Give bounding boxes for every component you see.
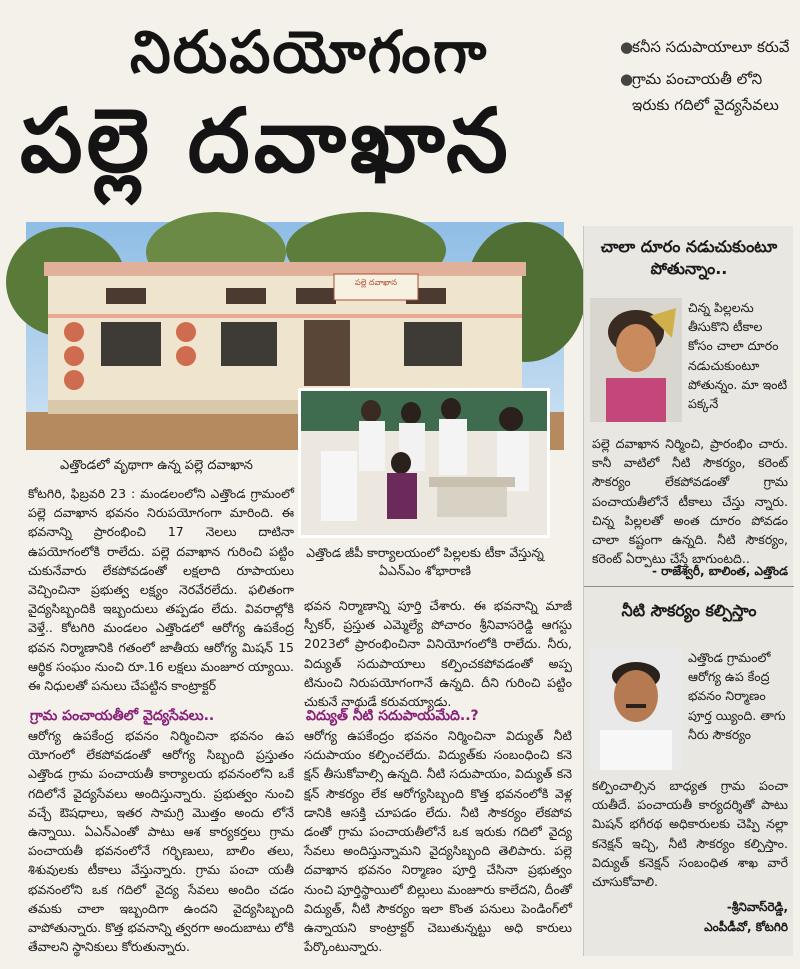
subhead-electricity: విద్యుత్ నీటి సదుపాయమేది..?	[306, 708, 479, 724]
quote1-title: చాలా దూరం నడుచుకుంటూ పోతున్నాం..	[600, 237, 778, 278]
quote2-signature-role: ఎంపీడీవో, కోటగిరి	[704, 920, 788, 934]
quote1-signature: - రాజేశ్వరీ, బాలింత, ఎత్తొండ	[651, 564, 788, 578]
subhead-panchayat: గ్రామ పంచాయతీలో వైద్యసేవలు..	[30, 708, 215, 724]
headline-line2: పల్లె దవాఖాన	[20, 89, 512, 192]
article-col2	[304, 596, 572, 710]
highlight-bullets	[620, 34, 795, 124]
bullet-text: కనీస సదుపాయాలూ కరువే	[632, 38, 790, 56]
vaccination-photo	[298, 388, 550, 538]
headline-line1: నిరుపయోగంగా	[130, 18, 489, 86]
sign-board-text: పల్లె దవాఖాన	[355, 278, 397, 287]
bullet-item	[620, 34, 795, 60]
article-col2b	[304, 726, 572, 960]
bullet-dot-icon: ●	[620, 70, 634, 88]
portrait-rajeshwari	[590, 298, 682, 422]
article-paragraph: ఆరోగ్య ఉపకేంద్రం భవనం నిర్మించినా విద్యుత్ నీటి సదుపాయం కల్పించలేదు. విద్యుత్‌కు సంబంధించి కనె క్షన్ తీసుకోవాల్సి ఉన్నది. నీటి సదుపాయం, విద్యుత్ కనె క్షన్ సౌకర్యం లేక ఆరోగ్యసిబ్బంది కొత్త భవనంలోకి వెళ్ల డానికి ఆసక్తి చూపడం లేదు. నీటి సౌకర్యం లేకపోవ డంతో గ్రామ పంచాయతీలోనే ఒక ఇరుకు గదిలో వైద్య సేవలు అందిస్తున్నామని వైద్యసిబ్బంది తెలిపారు. పల్లె దవాఖాన భవనం నిర్మాణం పూర్తి చేసినా ప్రభుత్వం నుంచి పూర్తిస్థాయిలో బిల్లులు మంజూరు కాలేదని, దీంతో విద్యుత్, నీటి సౌకర్యం ఇలా కొంత పనులు పెండింగ్‌లో ఉన్నాయని కాంట్రాక్టర్ చెబుతున్నట్టు అధి కారులు పేర్కొంటున్నారు.	[304, 728, 572, 955]
article-col1	[28, 484, 294, 696]
sidebar-box	[583, 226, 793, 956]
quote2-title: నీటి సౌకర్యం కల్పిస్తాం	[621, 601, 757, 620]
bullet-text: గ్రామ పంచాయతీ లోని ఇరుకు గదిలో వైద్యసేవలు	[632, 70, 779, 114]
article-paragraph: కోటగిరి, ఫిబ్రవరి 23 : మండలంలోని ఎత్తొండ గ్రామంలో పల్లె దవాఖాన భవనం నిరుపయోగంగా మారింది. ఈ భవనాన్ని ప్రారంభించి 17 నెలలు దాటినా ఉపయోగంలోకి రాలేదు. పల్లె దవాఖాన గురించి పట్టిం చుకునేవారు లేకపోవడంతో లక్షలాది రూపాయలు వెచ్చించినా ప్రభుత్వ లక్ష్యం నెరవేరలేదు. ఫలితంగా వైద్యసిబ్బందికి ఇబ్బందులు తప్పడం లేదు. వివరాల్లోకి వెళ్తే.. కోటగిరి మండలం ఎత్తొండలో ఆరోగ్య ఉపకేంద్ర భవన నిర్మాణానికి గతంలో జాతీయ ఆరోగ్య మిషన్ 15 ఆర్థిక సంఘం నుంచి రూ.16 లక్షలు మంజూర య్యాయి. ఈ నిధులతో పనులు చేపట్టిన కాంట్రాక్టర్	[28, 486, 294, 694]
bullet-item	[620, 66, 795, 118]
quote2-text-wide: కల్పించాల్సిన బాధ్యత గ్రామ పంచా యతీదే. పంచాయతీ కార్యదర్శితో పాటు మిషన్ భగీరథ అధికారులకు చెప్పి నల్లా కనెక్షన్ ఇచ్చి, నీటి సౌకర్యం కల్పిస్తాం. విద్యుత్ కనెక్షన్ సంబంధిత శాఖ వారే చూసుకోవాలి.	[592, 778, 788, 890]
divider	[584, 586, 794, 587]
photo2-caption: ఎత్తొండ జీపీ కార్యాలయంలో పిల్లలకు టీకా వేస్తున్న ఏఎన్ఎం శోభారాణి	[306, 545, 544, 578]
quote2-text-narrow: ఎత్తొండ గ్రామంలో ఆరోగ్య ఉప కేంద్ర భవనం నిర్మాణం పూర్త య్యింది. తాగు నీరు సౌకర్యం	[688, 650, 786, 742]
portrait-srinivas-reddy	[590, 648, 682, 770]
quote1-text-narrow: చిన్న పిల్లలను తీసుకొని టీకాల కోసం చాలా దూరం నడుచుకుంటూ పోతున్నం. మా ఇంటి పక్కనే	[688, 300, 788, 412]
quote1-text-wide: పల్లె దవాఖాన నిర్మించి, ప్రారంభిం చారు. కానీ వాటిలో నీటి సౌకర్యం, కరెంట్ సౌకర్యం లేకపోవడంతో గ్రామ పంచాయతీలోనే టీకాలు చేస్తు న్నారు. చిన్న పిల్లలతో అంత దూరం పోవడం చాలా కష్టంగా ఉన్నది. నీటి సౌకర్యం, కరెంట్ ఏర్పాటు చేస్తే బాగుంటది..	[592, 436, 788, 567]
photo1-caption: ఎత్తొండలో వృథాగా ఉన్న పల్లె దవాఖాన	[60, 458, 253, 473]
bullet-dot-icon: ●	[620, 38, 634, 56]
article-paragraph: భవన నిర్మాణాన్ని పూర్తి చేశారు. ఈ భవనాన్ని మాజీ స్పీకర్, ప్రస్తుత ఎమ్మెల్యే పోచారం శ్రీనివాసరెడ్డి ఆగస్టు 2023లో ప్రారంభించినా వినియోగంలోకి రాలేదు. నీరు, విద్యుత్ సదుపాయాలు కల్పించకపోవడంతో అప్ప టినుంచి నిరుపయోగంగానే ఉన్నది. దీని గురించి పట్టిం చుకునే నాథుడే కరువయ్యాడు.	[304, 598, 572, 710]
article-paragraph: ఆరోగ్య ఉపకేంద్ర భవనం నిర్మించినా భవనం ఉప యోగంలో లేకపోవడంతో ఆరోగ్య సిబ్బంది ప్రస్తుతం ఎత్తొండ గ్రామ పంచాయతీ కార్యాలయ భవనంలోని ఒకే గదిలోనే వైద్యసేవలు అందిస్తున్నారు. ప్రభుత్వం నుంచి వచ్చే ఔషధాలు, ఇతర సామగ్రి మొత్తం అందు లోనే ఉన్నాయి. ఏఎన్ఎంతో పాటు ఆశ కార్యకర్తలు గ్రామ పంచాయతీ భవనంలోనే గర్భిణులు, బాలిం తలు, శిశువులకు టీకాలు వేస్తున్నారు. గ్రామ పంచా యతీ భవనంలోని ఒక గదిలో వైద్య సేవలు అందిం చడం తమకు చాలా ఇబ్బందిగా ఉందని వైద్యసిబ్బంది వాపోతున్నారు. కొత్త భవనాన్ని త్వరగా అందుబాటు లోకి తేవాలని స్థానికులు కోరుతున్నారు.	[28, 728, 294, 955]
quote2-signature-name: -శ్రీనివాస్‌రెడ్డి,	[726, 900, 788, 914]
article-col1b	[28, 726, 294, 960]
